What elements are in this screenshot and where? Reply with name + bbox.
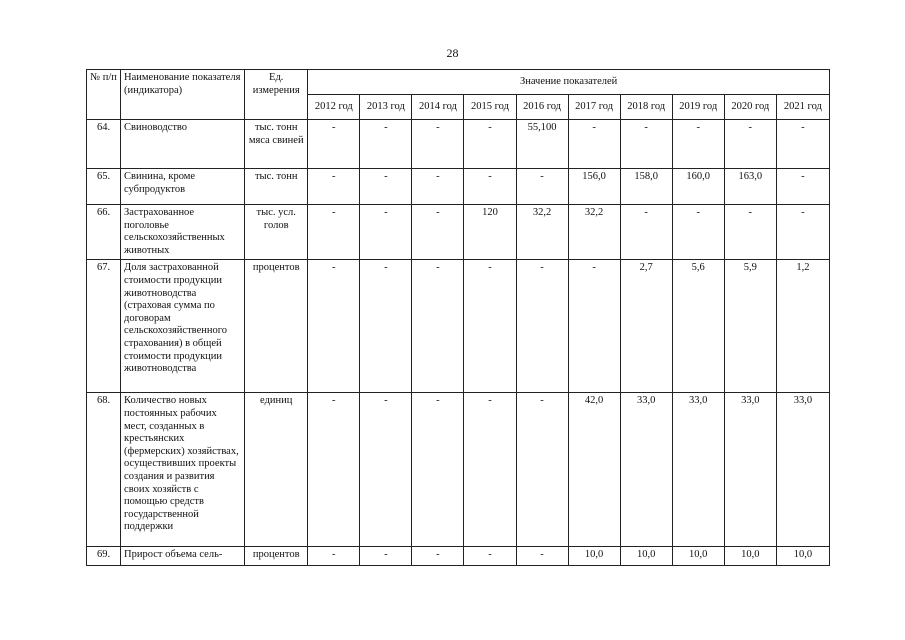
header-year: 2021 год: [776, 95, 829, 120]
value-cell: -: [516, 169, 568, 205]
value-cell: 42,0: [568, 393, 620, 547]
value-cell: -: [620, 120, 672, 169]
value-cell: -: [776, 120, 829, 169]
value-cell: -: [776, 169, 829, 205]
value-cell: -: [516, 547, 568, 566]
unit-cell: тыс. тонн мяса свиней: [245, 120, 308, 169]
value-cell: -: [360, 205, 412, 260]
value-cell: -: [724, 205, 776, 260]
value-cell: -: [412, 547, 464, 566]
header-year: 2014 год: [412, 95, 464, 120]
header-num: № п/п: [87, 70, 121, 120]
table-body: [87, 120, 830, 566]
indicators-table: [86, 69, 830, 566]
indicator-name-cell: Прирост объема сель-: [121, 547, 245, 566]
value-cell: -: [412, 169, 464, 205]
row-number-cell: 66.: [87, 205, 121, 260]
header-name: Наименование показателя (индикатора): [121, 70, 245, 120]
value-cell: -: [308, 205, 360, 260]
value-cell: -: [308, 120, 360, 169]
value-cell: -: [308, 393, 360, 547]
unit-cell: тыс. тонн: [245, 169, 308, 205]
header-unit: Ед. измерения: [245, 70, 308, 120]
value-cell: -: [620, 205, 672, 260]
header-year: 2012 год: [308, 95, 360, 120]
value-cell: -: [308, 260, 360, 393]
value-cell: -: [360, 120, 412, 169]
value-cell: -: [360, 393, 412, 547]
row-number-cell: 64.: [87, 120, 121, 169]
unit-cell: процентов: [245, 260, 308, 393]
value-cell: 33,0: [672, 393, 724, 547]
table-row: [87, 393, 830, 547]
value-cell: -: [464, 169, 516, 205]
value-cell: -: [672, 205, 724, 260]
value-cell: -: [464, 393, 516, 547]
value-cell: 10,0: [568, 547, 620, 566]
value-cell: -: [412, 260, 464, 393]
indicator-name-cell: Свиноводство: [121, 120, 245, 169]
table-row: [87, 547, 830, 566]
value-cell: -: [516, 393, 568, 547]
header-row: [87, 70, 830, 95]
value-cell: -: [464, 547, 516, 566]
value-cell: 33,0: [620, 393, 672, 547]
value-cell: 32,2: [568, 205, 620, 260]
indicator-name-cell: Застрахованное поголовье сельскохозяйственных животных: [121, 205, 245, 260]
value-cell: 160,0: [672, 169, 724, 205]
value-cell: -: [412, 393, 464, 547]
value-cell: -: [464, 260, 516, 393]
indicator-name-cell: Количество новых постоянных рабочих мест, созданных в крестьянских (фермерских) хозяйствах, осуществивших проекты создания и развития своих хозяйств с помощью средств государственной поддержки: [121, 393, 245, 547]
row-number-cell: 67.: [87, 260, 121, 393]
table-row: [87, 260, 830, 393]
value-cell: 10,0: [620, 547, 672, 566]
value-cell: 156,0: [568, 169, 620, 205]
header-year: 2015 год: [464, 95, 516, 120]
value-cell: 163,0: [724, 169, 776, 205]
header-year: 2016 год: [516, 95, 568, 120]
header-year: 2017 год: [568, 95, 620, 120]
header-year: 2019 год: [672, 95, 724, 120]
row-number-cell: 69.: [87, 547, 121, 566]
value-cell: -: [308, 169, 360, 205]
page-number: 28: [446, 46, 459, 60]
value-cell: -: [360, 547, 412, 566]
value-cell: 1,2: [776, 260, 829, 393]
row-number-cell: 68.: [87, 393, 121, 547]
header-year: 2013 год: [360, 95, 412, 120]
value-cell: 10,0: [724, 547, 776, 566]
value-cell: -: [360, 260, 412, 393]
value-cell: 10,0: [776, 547, 829, 566]
indicator-name-cell: Свинина, кроме субпродуктов: [121, 169, 245, 205]
value-cell: -: [568, 120, 620, 169]
unit-cell: процентов: [245, 547, 308, 566]
value-cell: 120: [464, 205, 516, 260]
value-cell: 32,2: [516, 205, 568, 260]
header-year: 2018 год: [620, 95, 672, 120]
unit-cell: единиц: [245, 393, 308, 547]
header-year: 2020 год: [724, 95, 776, 120]
value-cell: -: [724, 120, 776, 169]
table-row: [87, 169, 830, 205]
value-cell: -: [776, 205, 829, 260]
value-cell: 5,6: [672, 260, 724, 393]
indicator-name-cell: Доля застрахованной стоимости продукции животноводства (страховая сумма по договорам сельскохозяйственного страхования) в общей стоимости продукции животноводства: [121, 260, 245, 393]
table-row: [87, 120, 830, 169]
table-row: [87, 205, 830, 260]
value-cell: -: [672, 120, 724, 169]
value-cell: -: [360, 169, 412, 205]
value-cell: -: [568, 260, 620, 393]
value-cell: -: [464, 120, 516, 169]
value-cell: 5,9: [724, 260, 776, 393]
header-values-group: Значение показателей: [308, 70, 830, 95]
value-cell: -: [516, 260, 568, 393]
value-cell: -: [412, 205, 464, 260]
value-cell: -: [308, 547, 360, 566]
value-cell: 33,0: [776, 393, 829, 547]
value-cell: -: [412, 120, 464, 169]
value-cell: 33,0: [724, 393, 776, 547]
row-number-cell: 65.: [87, 169, 121, 205]
value-cell: 55,100: [516, 120, 568, 169]
value-cell: 2,7: [620, 260, 672, 393]
value-cell: 158,0: [620, 169, 672, 205]
value-cell: 10,0: [672, 547, 724, 566]
unit-cell: тыс. усл. голов: [245, 205, 308, 260]
